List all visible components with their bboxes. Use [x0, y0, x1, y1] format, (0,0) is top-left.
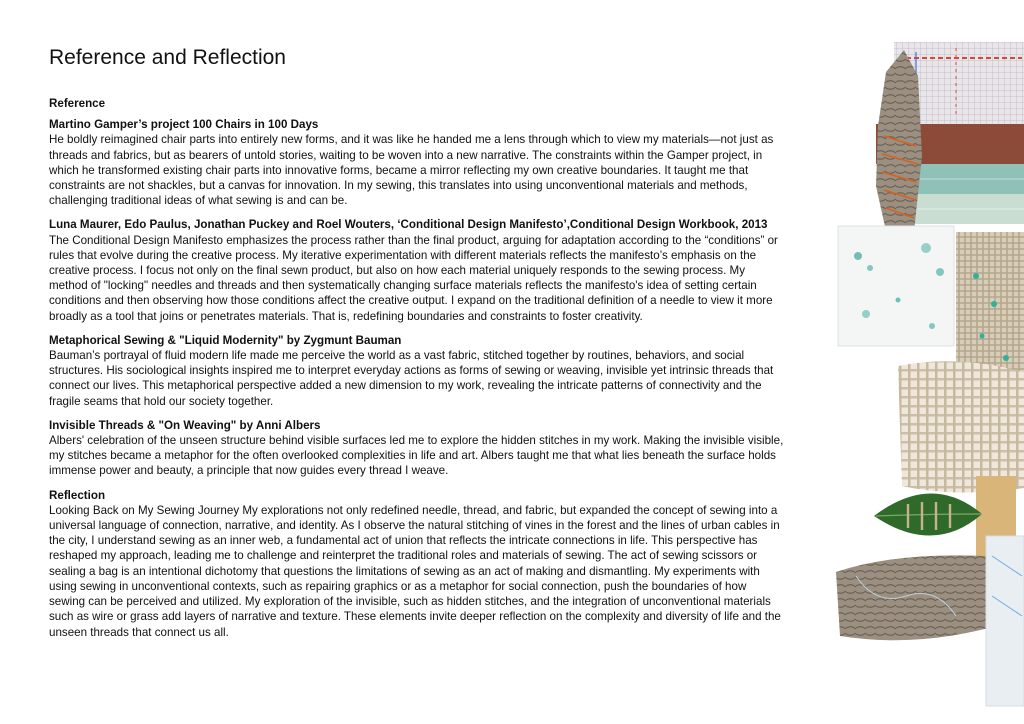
reference-title: Martino Gamper’s project 100 Chairs in 100 Days: [49, 118, 319, 132]
page-title: Reference and Reflection: [49, 46, 286, 69]
reflection-section: [49, 488, 784, 640]
reference-body: He boldly reimagined chair parts into entirely new forms, and it was like he handed me a lens through which to view my materials—not just as threads and fabrics, but as bearers of untold stories, waiting to be woven into a new narrative. The constraints within the Gamper project, in which he transformed existing chair parts into innovative forms, became a mirror reflecting my own creative boundaries. It taught me that constraints are not shackles, but a canvas for innovation. In my sewing, this translates into using unconventional materials and methods, challenging traditional ideas of what sewing is and can be.: [49, 133, 774, 208]
dyed-paper-swatch: [838, 226, 954, 346]
reference-body: Albers' celebration of the unseen structure behind visible surfaces led me to explore the hidden stitches in my work. Making the invisible visible, my stitches became a metaphor for the often overlooked complexities in life and art. Albers taught me that what lies beneath the surface holds immense power and beauty, a principle that now guides every thread I weave.: [49, 434, 784, 478]
reflection-heading: Reflection: [49, 488, 106, 502]
text-column: [49, 96, 784, 649]
reference-title: Metaphorical Sewing & "Liquid Modernity" by Zygmunt Bauman: [49, 333, 402, 347]
reference-item-albers: [49, 418, 784, 479]
reference-item-gamper: [49, 117, 784, 208]
reference-title: Luna Maurer, Edo Paulus, Jonathan Puckey and Roel Wouters, ‘Conditional Design Manifesto’,Conditional Design Workbook, 2013: [49, 218, 768, 232]
reference-item-conditional-design: [49, 217, 784, 323]
reference-heading: Reference: [49, 97, 106, 110]
reflection-body: Looking Back on My Sewing Journey My explorations not only redefined needle, thread, and fabric, but expanded the concept of sewing into a universal language of connection, narrative, and identity. As I observe the natural stitching of vines in the forest and the lines of urban cables in the city, I understand sewing as an inner web, a fundamental act of union that reflects the intricate connections in life. This perspective has reshaped my approach, leading me to challenge and reinterpret the traditional roles and materials of sewing. The act of sewing scissors or sealing a bag is an intentional dichotomy that questions the limitations of sewing as an act of making and dismantling. My experiments with using sewing in unconventional contexts, such as repairing graphics or as a metaphor for social connection, push the boundaries of how sewing can be perceived and utilized. My exploration of the invisible, such as hidden stitches, and the integration of unconventional materials such as wire or grass add layers of narrative and texture. These elements invite deeper reflection on the complexity and diversity of life and the unseen threads that connect us all.: [49, 503, 781, 639]
material-collage-image: [836, 36, 1024, 724]
reference-title: Invisible Threads & "On Weaving" by Anni Albers: [49, 418, 321, 432]
stitched-bark-piece: [876, 50, 922, 240]
woven-mesh-fabric: [898, 361, 1024, 492]
plastic-bag-swatch: [986, 536, 1024, 706]
reference-body: Bauman’s portrayal of fluid modern life made me perceive the world as a vast fabric, stitched together by routines, behaviors, and social structures. His sociological insights inspired me to interpret everyday actions as forms of sewing or weaving, invisible yet intrinsic threads that connect our lives. This metaphorical perspective added a new dimension to my work, revealing the intricate patterns of connectivity and the fragile seams that hold our society together.: [49, 349, 774, 408]
reference-body: The Conditional Design Manifesto emphasizes the process rather than the final product, arguing for adaptation according to the “conditions” or rules that evolve during the creative process. My iterative experimentation with different materials reflects the manifesto’s emphasis on the creative process. I focus not only on the final sewn product, but also on how each material uniquely responds to the sewing process. My method of "locking" needles and threads and then systematically changing surface materials reflects the manifesto's idea of setting certain conditions and then observing how those conditions affect the creative output. I expand on the traditional definition of a needle to view it more broadly as a tool that joins or penetrates materials. That is, redefining boundaries and constraints to foster creativity.: [49, 233, 778, 323]
burlap-mesh-swatch: [956, 232, 1024, 382]
bark-log-with-wire: [836, 555, 996, 640]
reference-item-bauman: [49, 333, 784, 409]
stitched-leaf: [874, 493, 982, 535]
